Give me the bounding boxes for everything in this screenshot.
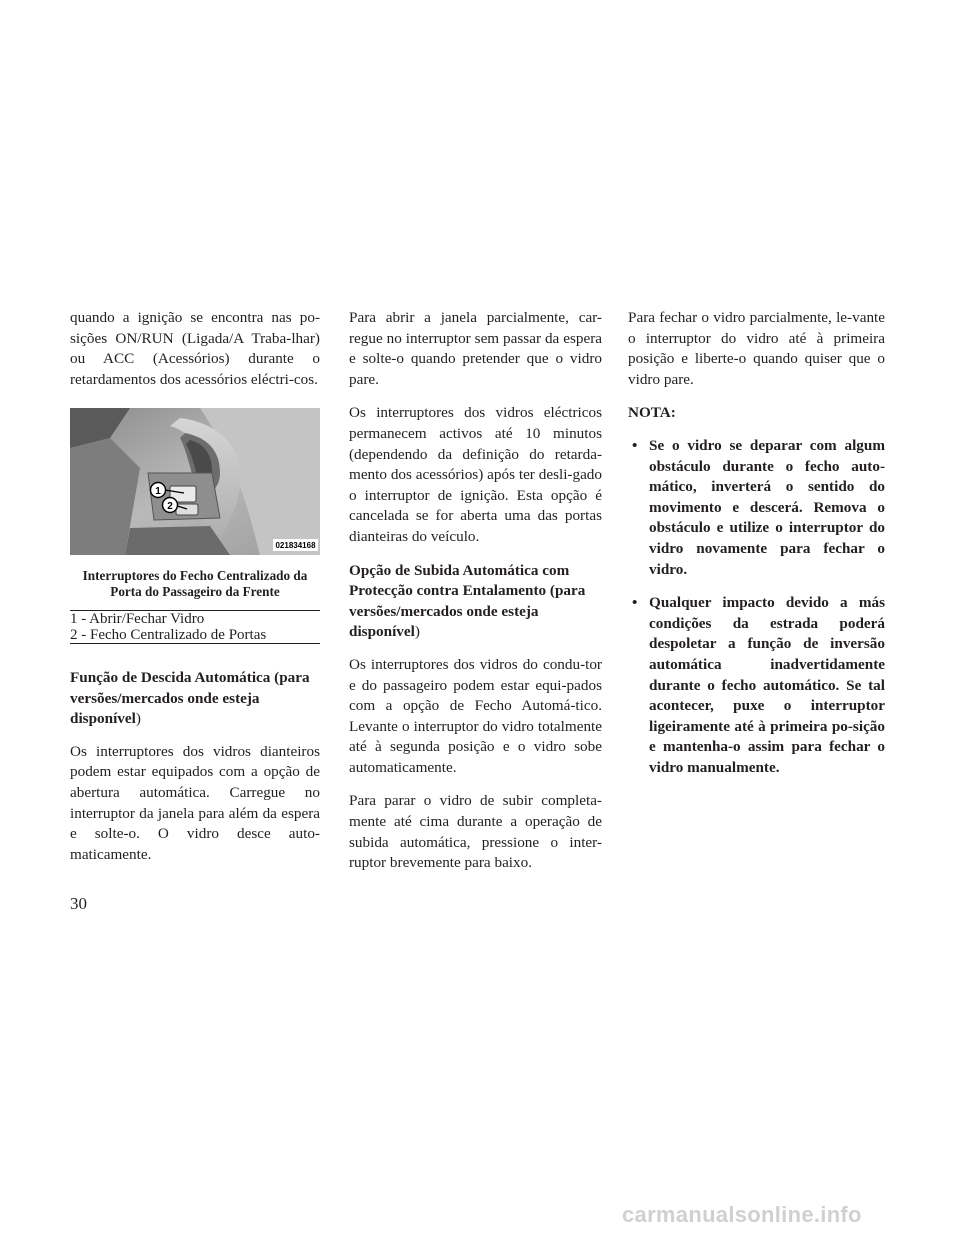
notes-list xyxy=(628,436,885,779)
paragraph-auto-up: Os interruptores dos vidros do condu-tor e do passageiro podem estar equi-pados com a opção de Fecho Automá-tico. Levante o interruptor do vidro totalmente até à segunda posição e o vidro sobe automaticamente. xyxy=(349,655,602,776)
note-item: • Se o vidro se deparar com algum obstáculo durante o fecho auto-mático, inverterá o sentido do movimento e descerá. Remova o obstáculo e utilize o interruptor do vidro novamente para fechar o vidro. xyxy=(632,436,885,578)
paragraph-switches-active: Os interruptores dos vidros eléctricos permanecem activos até 10 minutos (dependendo da definição do retarda-mento dos acessórios) após ter desli-gado o interruptor de ignição. Esta opção é cancelada se for aberta uma das portas dianteiras do veículo. xyxy=(349,404,602,545)
legend-item-2: 2 - Fecho Centralizado de Portas xyxy=(70,626,267,643)
legend-item-1: 1 - Abrir/Fechar Vidro xyxy=(70,610,205,627)
paragraph-auto-down: Os interruptores dos vidros dianteiros podem estar equipados com a opção de abertura automática. Carregue no interruptor da janela para além da espera e solte-o. O vidro desce auto-maticamente. xyxy=(70,742,320,863)
figure-caption: Interruptores do Fecho Centralizado da Porta do Passageiro da Frente xyxy=(82,567,308,600)
paragraph-stop-auto-up: Para parar o vidro de subir completa-mente até cima durante a operação de subida automática, pressione o inter-ruptor brevemente para baixo. xyxy=(349,792,602,872)
watermark: carmanualsonline.info xyxy=(622,1202,862,1227)
image-code: 021834168 xyxy=(275,541,316,551)
page-number: 30 xyxy=(70,894,87,913)
paragraph-partial-open: Para abrir a janela parcialmente, car-regue no interruptor sem passar da espera e solte-o quando pretender que o vidro pare. xyxy=(349,309,602,388)
callout-1: 1 xyxy=(155,486,161,498)
figure-door-switches xyxy=(70,403,320,644)
bullet-icon: • xyxy=(632,436,638,454)
heading-auto-up: Opção de Subida Automática com Protecção contra Entalamento (para versões/mercados onde esteja disponível) xyxy=(349,561,586,641)
heading-auto-down: Função de Descida Automática (para versões/mercados onde esteja disponível) xyxy=(70,668,310,728)
callout-2: 2 xyxy=(167,501,173,513)
bullet-icon: • xyxy=(632,594,638,612)
paragraph-ignition: quando a ignição se encontra nas po-sições ON/RUN (Ligada/A Traba-lhar) ou ACC (Acessórios) durante o retardamentos dos acessórios eléctri-cos. xyxy=(70,309,320,388)
column-left xyxy=(70,308,320,878)
nota-label: NOTA: xyxy=(628,404,676,422)
figure-legend xyxy=(70,610,320,644)
column-middle xyxy=(349,308,602,887)
door-switch-photo xyxy=(70,408,320,555)
paragraph-partial-close: Para fechar o vidro parcialmente, le-vante o interruptor do vidro até à primeira posição e liberte-o quando quiser que o vidro pare. xyxy=(628,309,885,388)
column-right xyxy=(628,308,885,791)
note-item: • Qualquer impacto devido a más condições da estrada poderá despoletar a função de inversão automática inadvertidamente durante o fecho automático. Se tal acontecer, puxe o interruptor ligeiramente até à primeira po-sição e mantenha-o assim para fechar o vidro manualmente. xyxy=(632,594,885,776)
